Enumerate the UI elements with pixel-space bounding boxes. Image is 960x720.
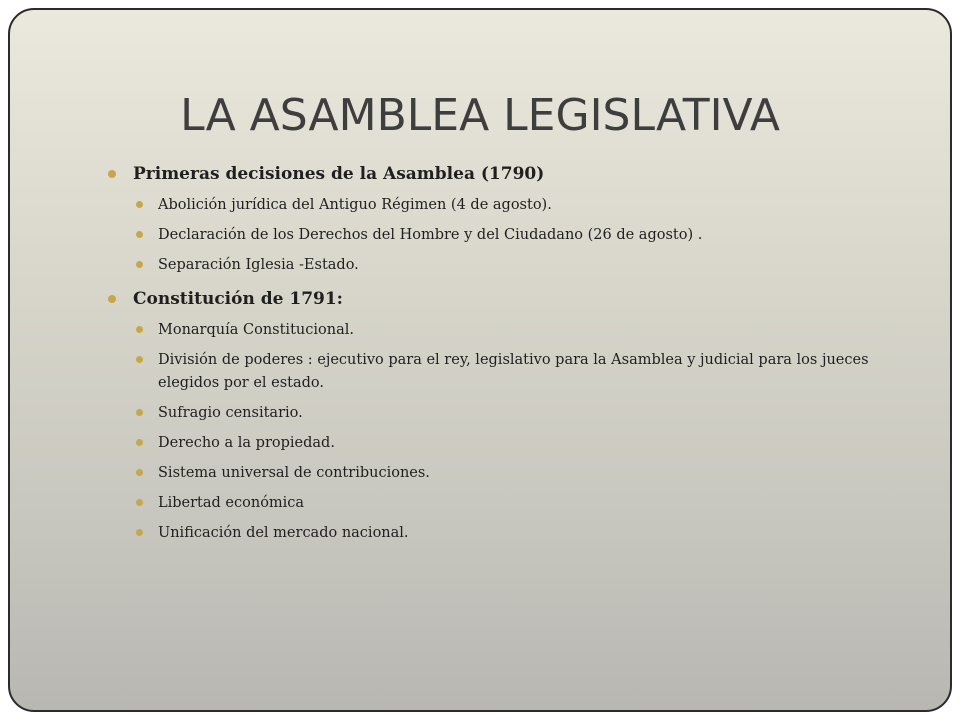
- list-item-text: Sistema universal de contribuciones.: [158, 465, 430, 481]
- sub-list: [133, 194, 928, 277]
- list-item-text: Separación Iglesia -Estado.: [158, 257, 359, 273]
- bullet-icon: [136, 356, 143, 363]
- list-item: [133, 402, 928, 425]
- list-item-text: Declaración de los Derechos del Hombre y del Ciudadano (26 de agosto) .: [158, 227, 703, 243]
- section-heading: Constitución de 1791:: [133, 289, 343, 309]
- list-item: [133, 319, 928, 342]
- list-item-text: Abolición jurídica del Antiguo Régimen (4 de agosto).: [158, 197, 552, 213]
- list-item: [133, 254, 928, 277]
- bullet-icon: [136, 326, 143, 333]
- bullet-icon: [136, 261, 143, 268]
- list-item-text: Unificación del mercado nacional.: [158, 525, 409, 541]
- list-item-text: Derecho a la propiedad.: [158, 435, 335, 451]
- list-item: [133, 194, 928, 217]
- list-item: [133, 224, 928, 247]
- slide-title: LA ASAMBLEA LEGISLATIVA: [180, 90, 780, 141]
- section-item: [108, 162, 928, 277]
- slide: [8, 8, 952, 712]
- list-item-text: División de poderes : ejecutivo para el rey, legislativo para la Asamblea y judicial para los jueces elegidos por el estado.: [158, 352, 869, 391]
- bullet-icon: [136, 201, 143, 208]
- slide-content: [108, 162, 928, 555]
- bullet-icon: [136, 499, 143, 506]
- list-item: [133, 349, 928, 395]
- bullet-icon: [136, 231, 143, 238]
- bullet-icon: [136, 469, 143, 476]
- list-item-text: Libertad económica: [158, 495, 305, 511]
- list-item: [133, 492, 928, 515]
- list-item: [133, 432, 928, 455]
- list-item-text: Monarquía Constitucional.: [158, 322, 354, 338]
- list-item-text: Sufragio censitario.: [158, 405, 303, 421]
- section-item: [108, 287, 928, 545]
- bullet-list: [108, 162, 928, 545]
- section-heading: Primeras decisiones de la Asamblea (1790): [133, 164, 545, 184]
- list-item: [133, 462, 928, 485]
- bullet-icon: [136, 439, 143, 446]
- bullet-icon: [136, 529, 143, 536]
- bullet-icon: [108, 170, 116, 178]
- sub-list: [133, 319, 928, 545]
- list-item: [133, 522, 928, 545]
- bullet-icon: [136, 409, 143, 416]
- bullet-icon: [108, 295, 116, 303]
